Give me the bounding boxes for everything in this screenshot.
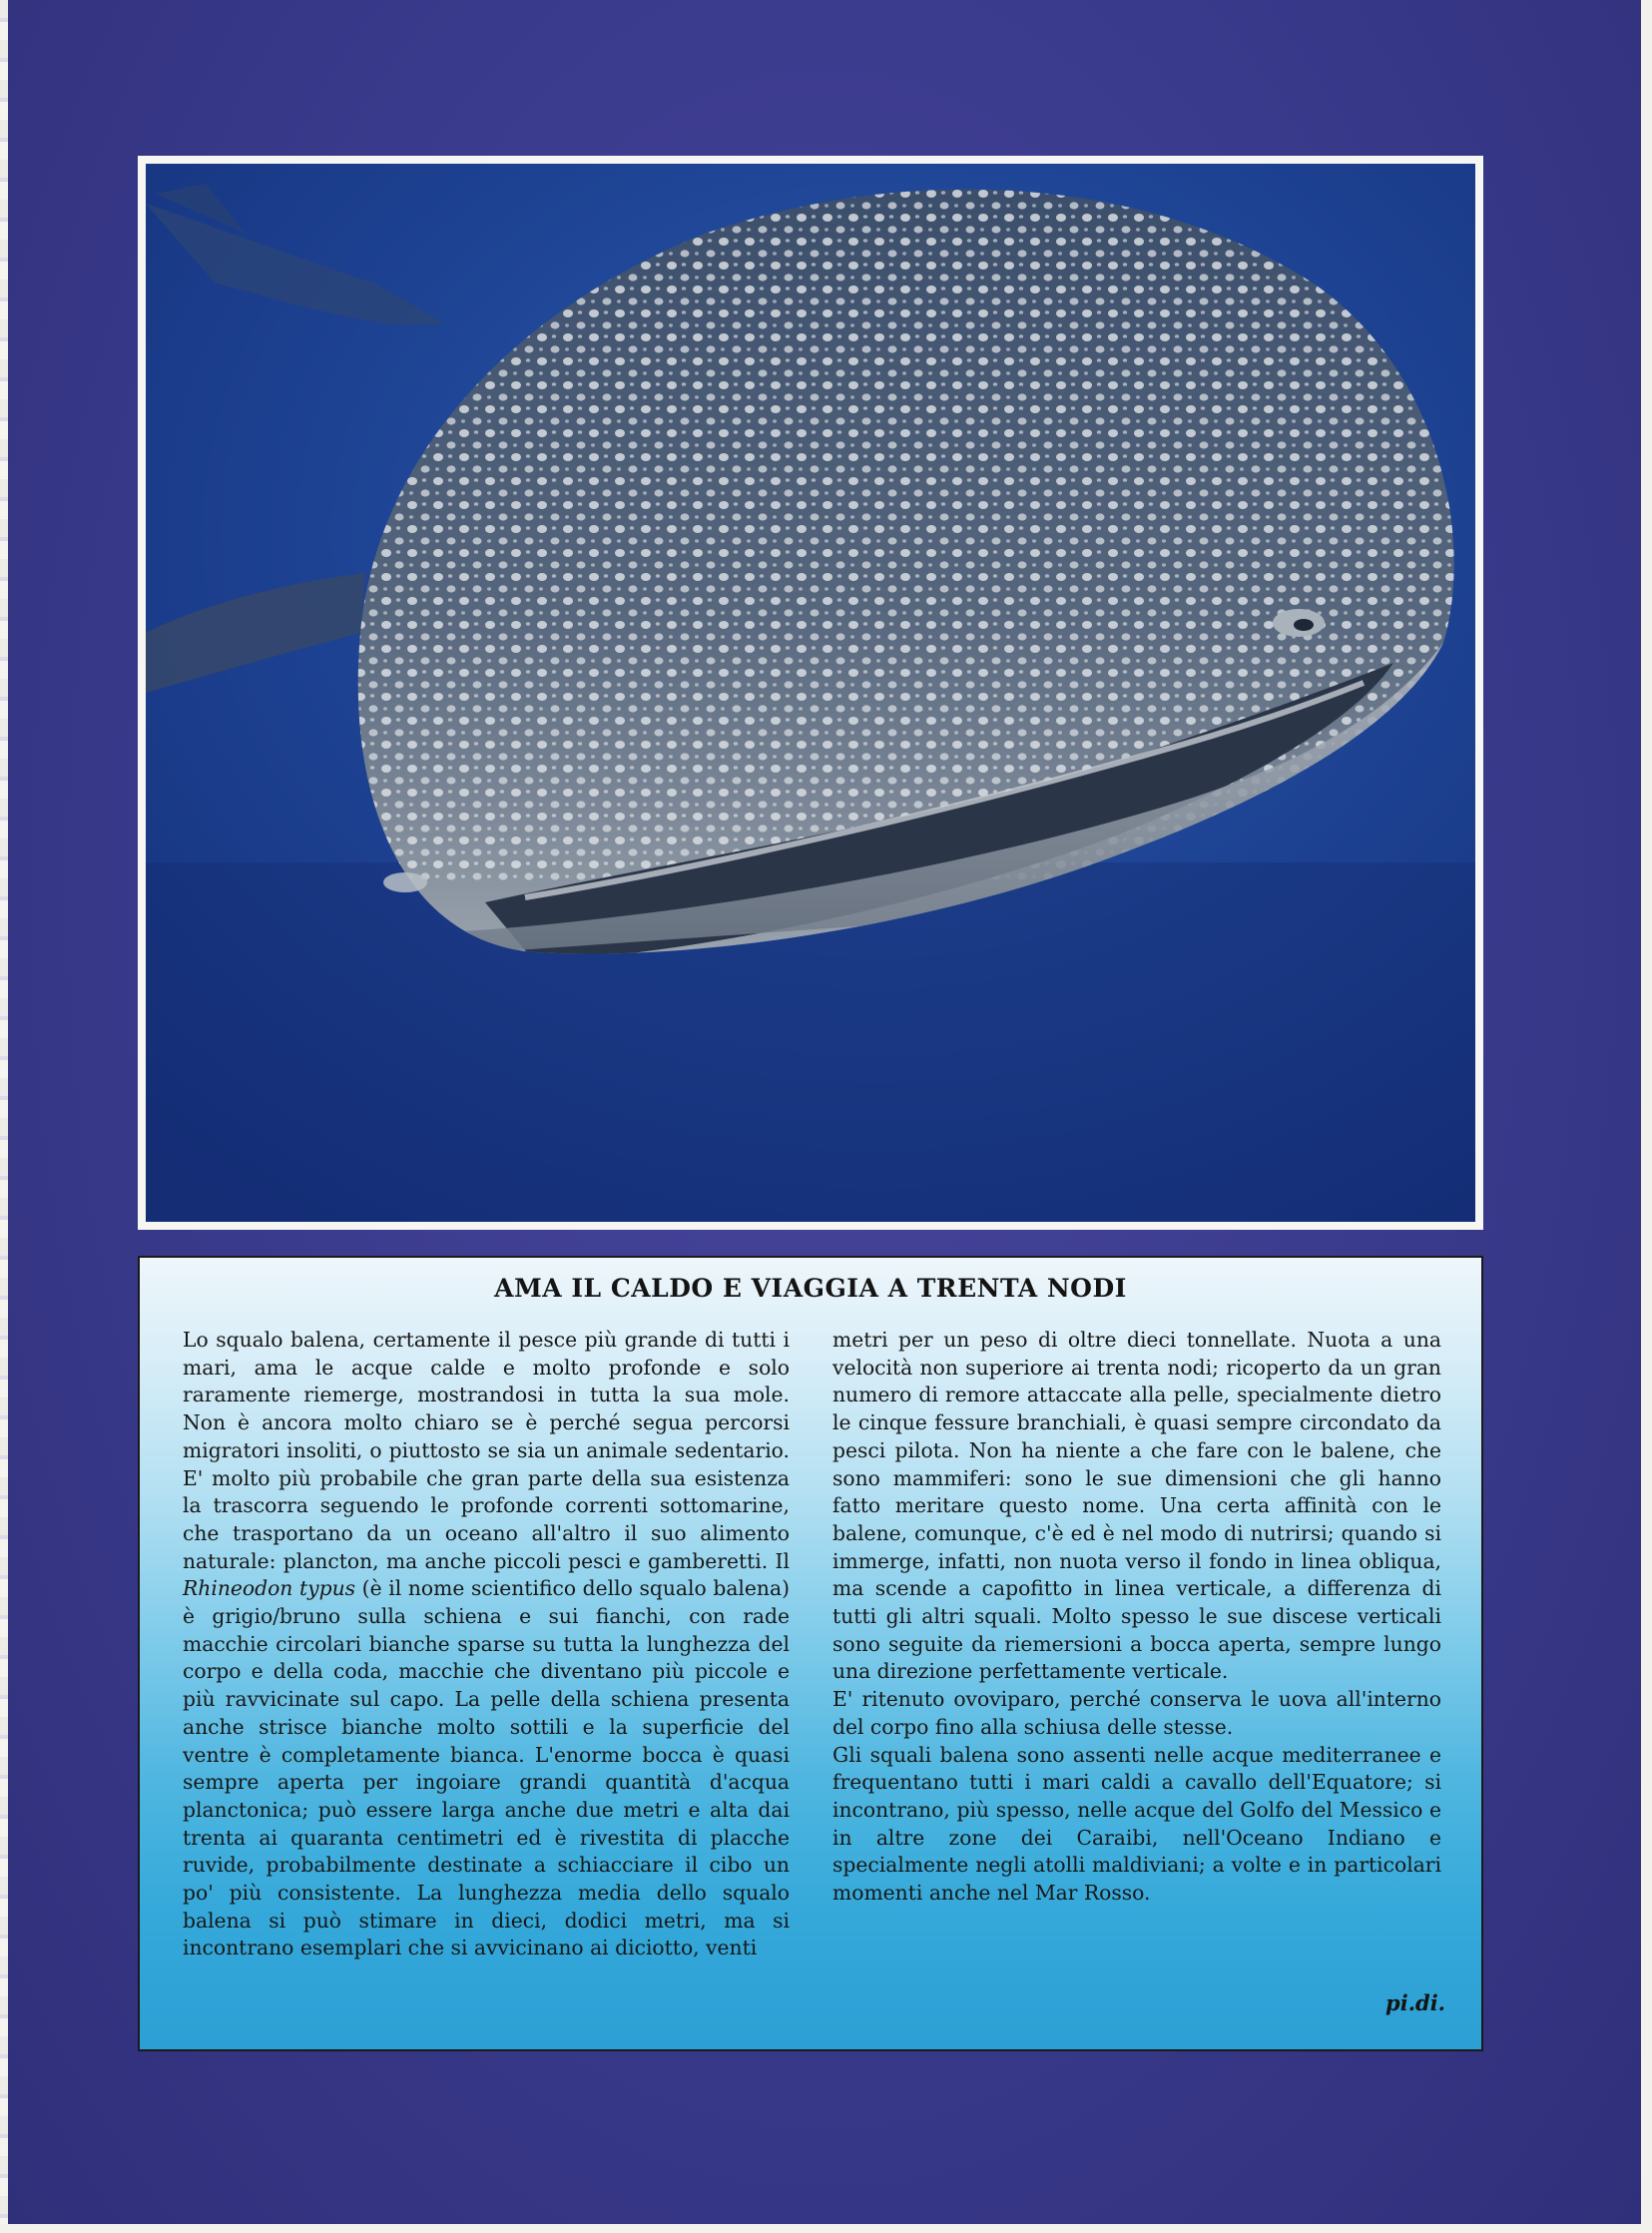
paragraph-text: Lo squalo balena, certamente il pesce più grande di tutti i mari, ama le acque calde e molto profonde e solo raramente riemerge, mostrandosi in tutta la sua mole. Non è ancora molto chiaro se è perché segua percorsi migratori insoliti, o piuttosto se sia un animale sedentario. E' molto più probabile che gran parte della sua esistenza la trascorra seguendo le profonde correnti sottomarine, che trasportano da un oceano all'altro il suo alimento naturale: plancton, ma anche piccoli pesci e gamberetti. <box>183 1328 790 1573</box>
article-box <box>138 1256 1483 2051</box>
paragraph: metri per un peso di oltre dieci tonnellate. Nuota a una velocità non superiore ai trenta nodi; ricoperto da un gran numero di remore attaccate alla pelle, specialmente dietro le cinque fessure branchiali, è quasi sempre circondato da pesci pilota. Non ha niente a che fare con le balene, che sono mammiferi: sono le sue dimensioni che gli hanno fatto meritare questo nome. Una certa affinità con le balene, comunque, c'è ed è nel modo di nutrirsi; quando si immerge, infatti, non nuota verso il fondo in linea obliqua, ma scende a capofitto in linea verticale, a differenza di tutti gli altri squali. Molto spesso le sue discese verticali sono seguite da riemersioni a bocca aperta, sempre lungo una direzione perfettamente verticale. <box>832 1328 1441 1684</box>
species-name: Rhineodon typus <box>183 1576 356 1601</box>
whale-shark-photo <box>146 164 1475 1222</box>
article-column-left <box>183 1327 790 1962</box>
photo-frame <box>138 156 1483 1230</box>
author-signature: pi.di. <box>1385 1990 1445 2015</box>
page-bottom-edge <box>0 2224 1652 2233</box>
article-column-right <box>832 1327 1441 1908</box>
article-headline: AMA IL CALDO E VIAGGIA A TRENTA NODI <box>494 1274 1127 1303</box>
paragraph <box>183 1327 790 1962</box>
paragraph-text: Il <box>775 1548 790 1573</box>
paragraph: E' ritenuto ovoviparo, perché conserva le uova all'interno del corpo fino alla schiusa delle stesse. <box>832 1687 1441 1739</box>
paragraph-text: (è il nome scientifico dello squalo balena) è grigio/bruno sulla schiena e sui fianchi, con rade macchie circolari bianche sparse su tutta la lunghezza del corpo e della coda, macchie che diventano più piccole e più ravvicinate sul capo. La pelle della schiena presenta anche strisce bianche molto sottili e la superficie del ventre è completamente bianca. L'enorme bocca è quasi sempre aperta per ingoiare grandi quantità d'acqua planctonica; può essere larga anche due metri e alta dai trenta ai quaranta centimetri ed è rivestita di placche ruvide, probabilmente destinate a schiacciare il cibo un po' più consistente. La lunghezza media dello squalo balena si può stimare in dieci, dodici metri, ma si incontrano esemplari che si avvicinano ai diciotto, venti <box>183 1576 790 1960</box>
paragraph: Gli squali balena sono assenti nelle acque mediterranee e frequentano tutti i mari caldi a cavallo dell'Equatore; si incontrano, più spesso, nelle acque del Golfo del Messico e in altre zone dei Caraibi, nell'Oceano Indiano e specialmente negli atolli maldiviani; a volte e in particolari momenti anche nel Mar Rosso. <box>832 1742 1441 1906</box>
